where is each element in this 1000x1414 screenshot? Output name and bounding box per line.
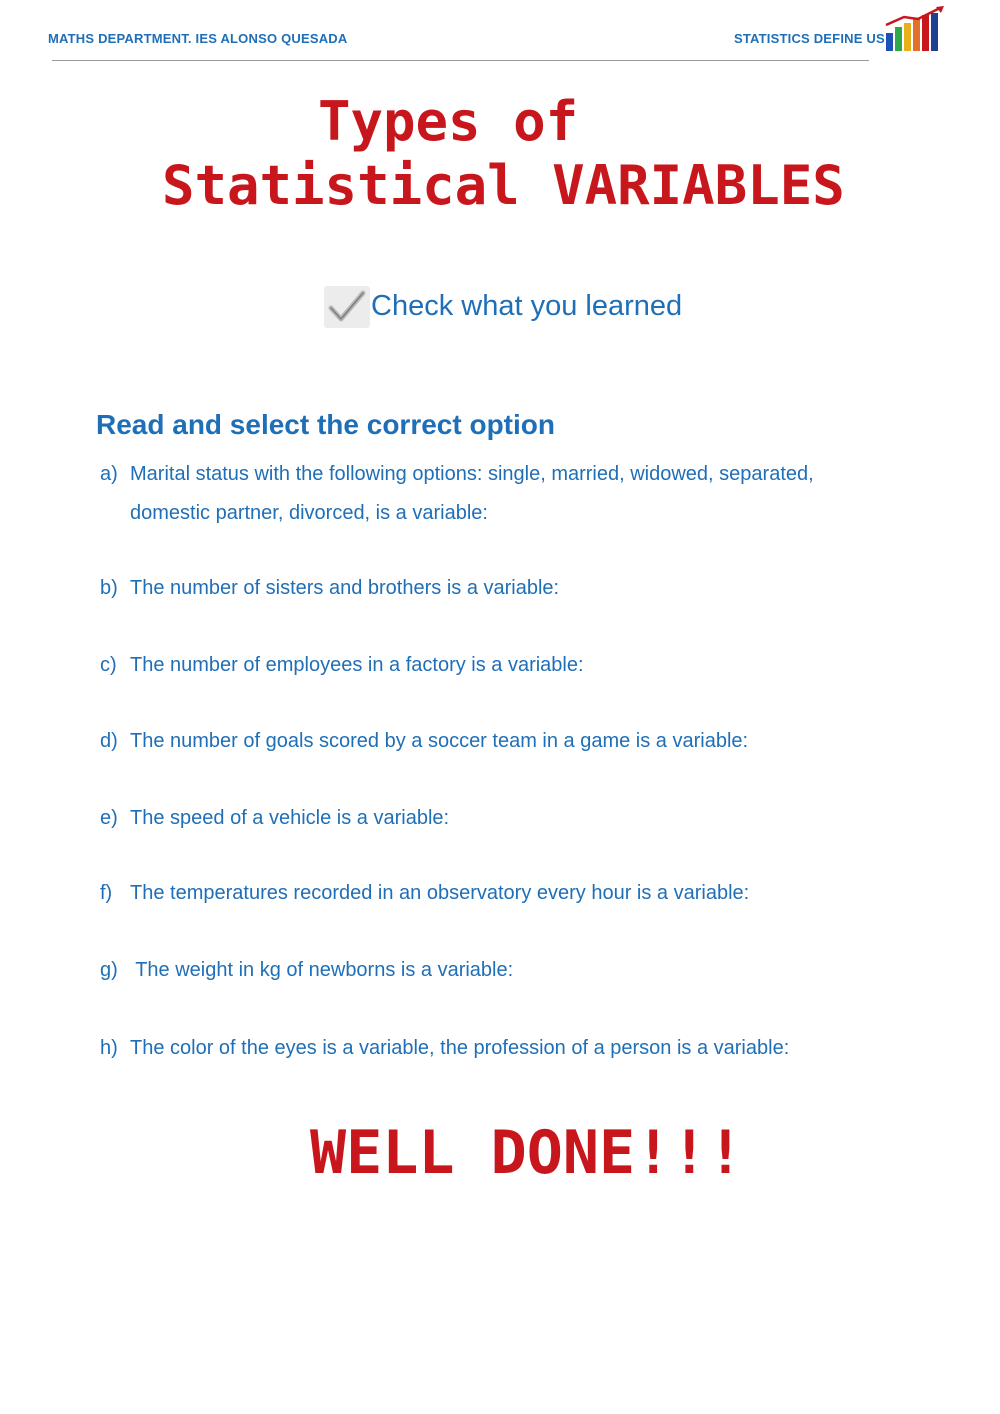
question-letter: b): [100, 577, 118, 599]
page-title-line-1: Types of: [318, 90, 579, 153]
question-item-e: [100, 799, 449, 838]
header-left-text: MATHS DEPARTMENT. IES ALONSO QUESADA: [48, 31, 348, 46]
question-item-d: [100, 722, 748, 761]
question-text-continued: domestic partner, divorced, is a variable:: [130, 502, 488, 524]
well-done-banner: WELL DONE!!!: [310, 1118, 744, 1188]
header-right-text: STATISTICS DEFINE US: [734, 31, 885, 46]
page-title-line-2: Statistical VARIABLES: [162, 154, 845, 217]
question-letter: a): [100, 463, 118, 485]
question-letter: c): [100, 654, 117, 676]
question-text: The number of sisters and brothers is a variable:: [130, 577, 560, 599]
bar-chart-growth-icon: [884, 5, 946, 53]
question-letter: d): [100, 730, 118, 752]
section-heading: Read and select the correct option: [96, 409, 555, 440]
question-text: The weight in kg of newborns is a variable:: [130, 959, 514, 981]
question-item-a: [100, 455, 814, 533]
question-text: The temperatures recorded in an observatory every hour is a variable:: [130, 882, 750, 904]
question-text: The color of the eyes is a variable, the profession of a person is a variable:: [130, 1037, 790, 1059]
question-letter: g): [100, 959, 118, 981]
question-item-h: [100, 1029, 789, 1068]
question-letter: e): [100, 807, 118, 829]
question-item-b: [100, 569, 559, 608]
question-item-c: [100, 646, 584, 685]
check-subtitle: Check what you learned: [371, 290, 683, 322]
question-text: The number of employees in a factory is a variable:: [130, 654, 584, 676]
question-text: The number of goals scored by a soccer team in a game is a variable:: [130, 730, 749, 752]
question-letter: h): [100, 1037, 118, 1059]
question-item-g: [100, 951, 513, 990]
question-item-f: [100, 874, 749, 913]
check-mark-icon: [324, 286, 370, 328]
header-divider: [52, 60, 869, 61]
question-text: Marital status with the following options: single, married, widowed, separated,: [130, 463, 814, 485]
question-letter: f): [100, 882, 113, 904]
question-text: The speed of a vehicle is a variable:: [130, 807, 450, 829]
